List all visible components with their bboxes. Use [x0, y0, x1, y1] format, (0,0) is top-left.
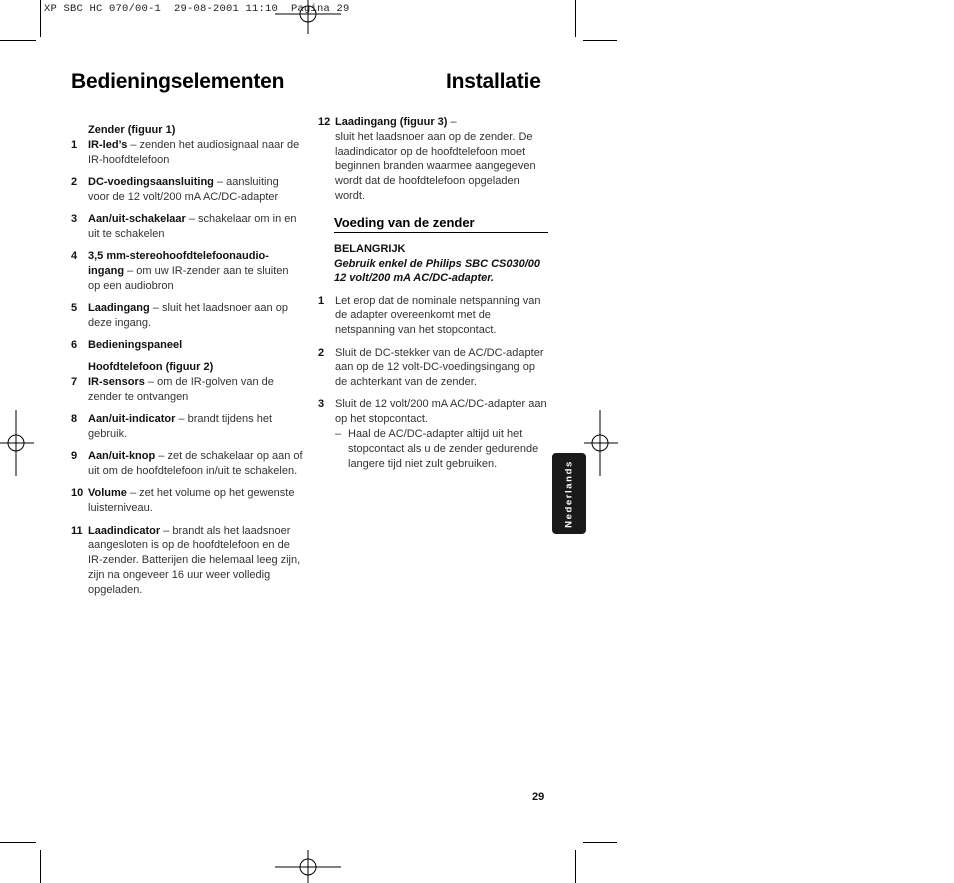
- item-dash: –: [447, 116, 457, 128]
- step-number: 1: [318, 294, 325, 307]
- item-number: 10: [71, 487, 84, 500]
- item-label: IR-sensors: [88, 376, 145, 389]
- crop-mark: [583, 842, 617, 843]
- item-text: – schakelaar om in en uit te schakelen: [88, 212, 297, 240]
- step-text: Sluit de DC-stekker van de AC/DC-adapter aan op de 12 volt-DC-voedingsingang op de achterkant van de zender.: [335, 346, 544, 389]
- page-heading-controls: Bedieningselementen: [71, 70, 285, 93]
- print-slug: XP SBC HC 070/00-1 29-08-2001 11:10 Pagina 29: [44, 3, 350, 15]
- section-title-headphones: Hoofdtelefoon (figuur 2): [88, 361, 214, 374]
- item-text: – om de IR-golven van de zender te ontvangen: [88, 376, 274, 403]
- crop-mark: [0, 40, 36, 41]
- item-label: Laadingang: [88, 301, 150, 314]
- item-label: DC-voedingsaansluiting: [88, 175, 214, 188]
- warning-title: BELANGRIJK: [334, 242, 406, 255]
- list-item: [71, 249, 303, 293]
- list-item: [318, 346, 548, 390]
- step-number: 2: [318, 346, 325, 359]
- crop-mark: [40, 0, 41, 37]
- item-number: 9: [71, 450, 78, 463]
- item-number: 8: [71, 413, 78, 426]
- step-number: 3: [318, 398, 325, 411]
- registration-mark-icon: [584, 410, 618, 476]
- item-text: – zenden het audiosignaal naar de IR-hoofdtelefoon: [88, 138, 300, 166]
- list-item: [71, 412, 303, 442]
- list-item: [71, 175, 303, 205]
- list-item: [71, 138, 303, 168]
- note-dash: –: [335, 428, 342, 441]
- item-number: 1: [71, 138, 78, 151]
- item-text: – zet het volume op het gewenste luisterniveau.: [88, 487, 295, 515]
- item-text: – zet de schakelaar op aan of uit om de hoofdtelefoon in/uit te schakelen.: [88, 450, 303, 478]
- language-tab-label: Nederlands: [563, 459, 575, 528]
- crop-mark: [583, 40, 617, 41]
- crop-mark: [575, 0, 576, 37]
- section-title-power: Voeding van de zender: [334, 214, 475, 230]
- registration-mark-icon: [275, 850, 341, 883]
- registration-mark-icon: [0, 410, 34, 476]
- item-label: 3,5 mm-stereohoofdtelefoonaudio-ingang: [88, 250, 269, 277]
- item-label: Aan/uit-indicator: [88, 413, 176, 426]
- item-number: 5: [71, 301, 78, 314]
- page-heading-installation: Installatie: [446, 70, 541, 93]
- item-text: sluit het laadsnoer aan op de zender. De laadindicator op de hoofdtelefoon moet beginnen branden waarmee aangegeven wordt dat de hoofdtelefoon opgeladen wordt.: [335, 130, 536, 202]
- item-number: 12: [318, 116, 331, 128]
- list-item: [71, 212, 303, 242]
- item-label: Volume: [88, 487, 127, 500]
- step-text: Sluit de 12 volt/200 mA AC/DC-adapter aan op het stopcontact.: [335, 398, 547, 426]
- item-label: Bedieningspaneel: [88, 339, 183, 352]
- language-tab: [552, 453, 586, 534]
- warning-text: Gebruik enkel de Philips SBC CS030/00 12 volt/200 mA AC/DC-adapter.: [334, 257, 541, 285]
- item-number: 6: [71, 339, 78, 352]
- item-label: Aan/uit-knop: [88, 450, 156, 463]
- note-text: Haal de AC/DC-adapter altijd uit het stopcontact als u de zender gedurende langere tijd niet zult gebruiken.: [348, 428, 539, 470]
- item-number: 7: [71, 376, 78, 389]
- item-label: Aan/uit-schakelaar: [88, 212, 186, 225]
- item-number: 11: [71, 524, 83, 537]
- item-label: Laadindicator: [88, 524, 161, 537]
- list-item: [71, 486, 303, 516]
- item-text: – aansluiting voor de 12 volt/200 mA AC/DC-adapter: [88, 175, 279, 203]
- item-text: – brandt tijdens het gebruik.: [88, 413, 273, 441]
- item-number: 4: [71, 250, 78, 263]
- list-item: [318, 294, 548, 338]
- installation-column: [318, 115, 548, 471]
- divider: [334, 232, 548, 233]
- note-item: [335, 427, 548, 471]
- crop-mark: [40, 850, 41, 883]
- item-number: 2: [71, 175, 78, 188]
- crop-mark: [0, 842, 36, 843]
- item-label: IR-led’s: [88, 138, 128, 151]
- page-number: 29: [532, 791, 545, 803]
- item-number: 3: [71, 212, 78, 225]
- section-title-transmitter: Zender (figuur 1): [88, 124, 176, 136]
- crop-mark: [575, 850, 576, 883]
- list-item: [71, 375, 303, 405]
- item-text: – om uw IR-zender aan te sluiten op een audiobron: [88, 264, 289, 292]
- item-text: – brandt als het laadsnoer aangesloten is op de hoofdtelefoon en de IR-zender. Batterijen die helemaal leeg zijn, zijn na ongeveer 16 uur weer volledig opgeladen.: [88, 524, 301, 596]
- list-item: [71, 338, 303, 353]
- item-label: Laadingang (figuur 3): [335, 116, 448, 128]
- list-item: [318, 115, 548, 204]
- list-item: [318, 397, 548, 471]
- list-item: [71, 524, 303, 598]
- item-text: – sluit het laadsnoer aan op deze ingang.: [88, 301, 288, 329]
- list-item: [71, 301, 303, 331]
- step-text: Let erop dat de nominale netspanning van de adapter overeenkomt met de netspanning van het stopcontact.: [335, 294, 541, 337]
- list-item: [71, 449, 303, 479]
- controls-column: [71, 123, 303, 598]
